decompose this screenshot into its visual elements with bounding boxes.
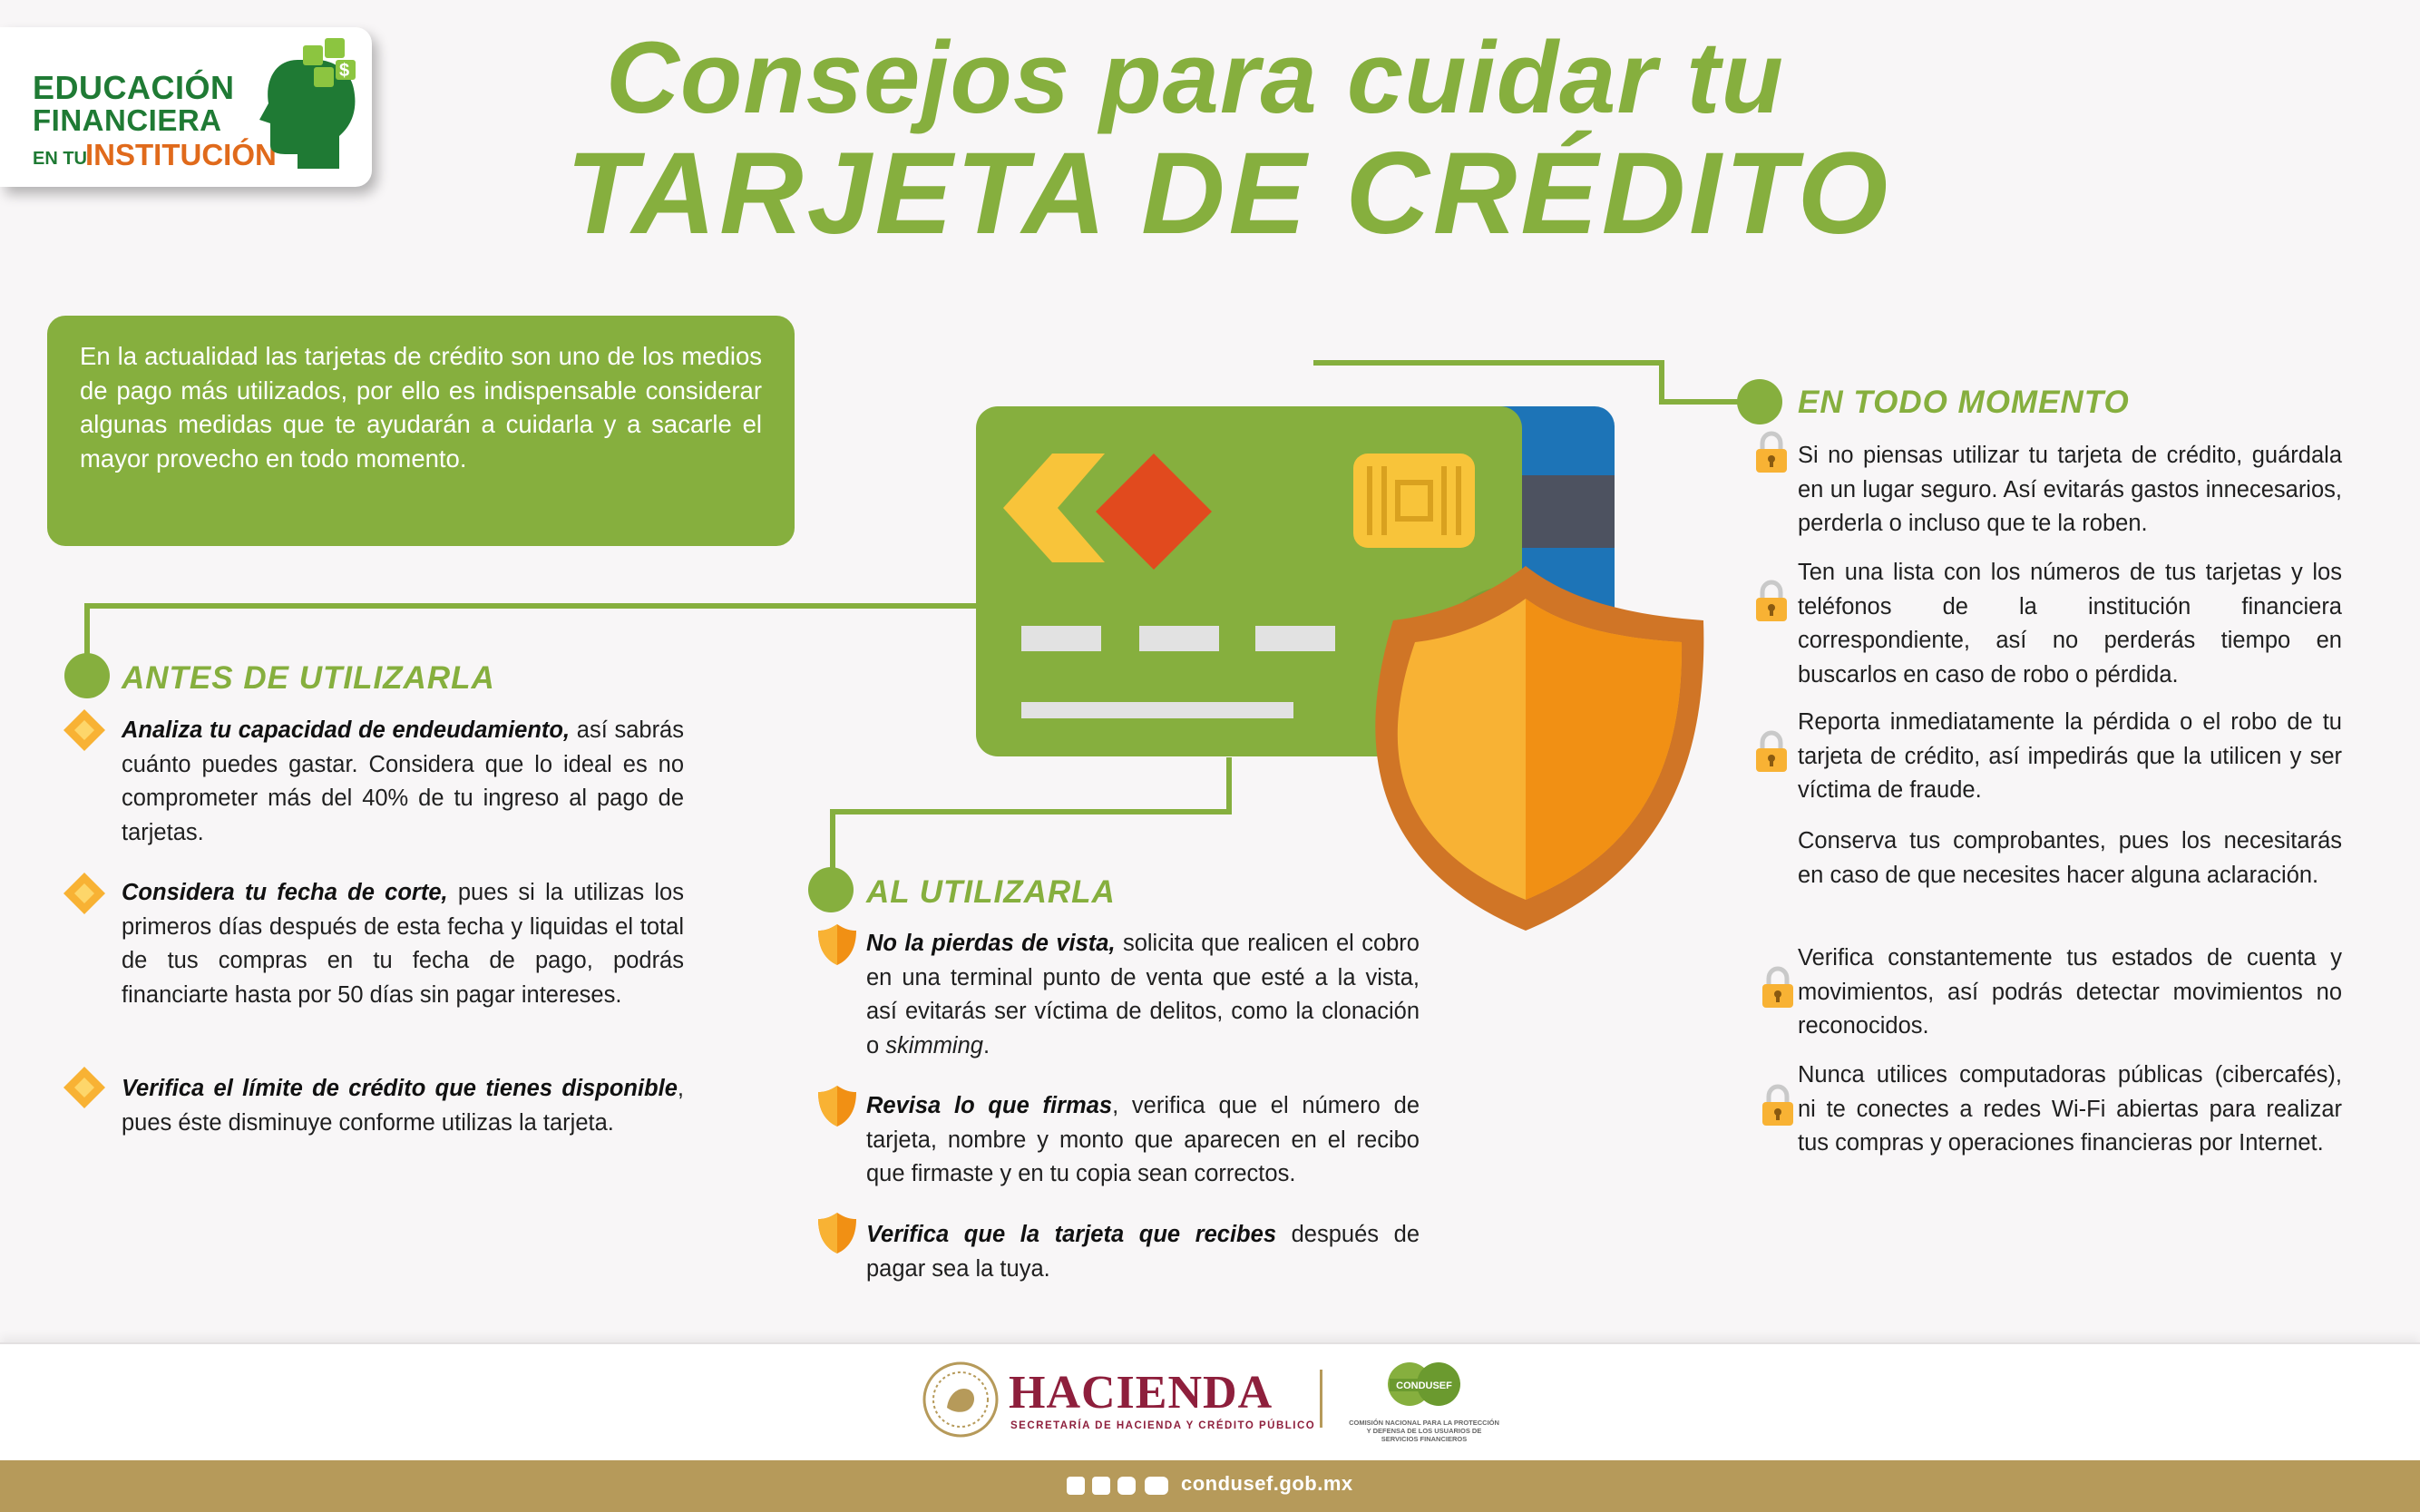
todo-section-dot [1737, 379, 1782, 424]
twitter-icon[interactable] [1092, 1477, 1110, 1495]
footer-divider [1320, 1370, 1322, 1428]
antes-item-2-bold: Considera tu fecha de corte, [122, 880, 448, 905]
antes-section-title: ANTES DE UTILIZARLA [122, 660, 495, 696]
padlock-icon [1749, 579, 1794, 624]
logo-line-3a: EN TU [33, 149, 87, 169]
al-item-3-text: después de pagar sea la tuya. [866, 1222, 1420, 1282]
al-item-1-text: solicita que realicen el cobro en una terminal punto de venta que esté a la vista, así evitarás ser víctima de delitos, como la clonación o [866, 931, 1420, 1058]
card-chip-icon [1353, 454, 1475, 548]
logo-line-2: FINANCIERA [33, 103, 222, 137]
intro-text: En la actualidad las tarjetas de crédito son uno de los medios de pago más utilizados, por ello es indispensable considerar algunas medidas que te ayudarán a cuidarla y a sacarle el mayor provecho en todo momento. [47, 316, 795, 546]
antes-item-2 [122, 876, 684, 1012]
hacienda-logo-text: HACIENDA [1009, 1367, 1273, 1419]
todo-item-6: Nunca utilices computadoras públicas (cibercafés), ni te conectes a redes Wi-Fi abiertas para realizar tus compras y operaciones financieras por Internet. [1798, 1062, 2342, 1156]
antes-item-3-text: , pues éste disminuye conforme utilizas la tarjeta. [122, 1076, 684, 1136]
logo-line-3b: INSTITUCIÓN [85, 138, 277, 171]
shield-bullet-icon [815, 922, 860, 967]
mexico-seal-icon [922, 1361, 1000, 1439]
padlock-icon [1755, 965, 1800, 1010]
todo-item-1: Si no piensas utilizar tu tarjeta de crédito, guárdala en un lugar seguro. Así evitarás gastos innecesarios, perderla o incluso que te la roben. [1798, 443, 2342, 536]
al-item-1 [866, 927, 1420, 1063]
diamond-bullet-icon [62, 707, 107, 753]
svg-text:$: $ [339, 61, 350, 81]
youtube-icon[interactable] [1145, 1477, 1168, 1495]
antes-item-3-bold: Verifica el límite de crédito que tienes disponible [122, 1076, 678, 1101]
page-title-line-2: TARJETA DE CRÉDITO [566, 129, 1892, 259]
todo-section-title: EN TODO MOMENTO [1798, 385, 2130, 420]
padlock-icon [1755, 1083, 1800, 1128]
facebook-icon[interactable] [1067, 1477, 1085, 1495]
condusef-logo-icon [1382, 1361, 1466, 1415]
antes-item-1 [122, 714, 684, 850]
hacienda-subtitle: SECRETARÍA DE HACIENDA Y CRÉDITO PÚBLICO [1010, 1420, 1316, 1431]
todo-item-5: Verifica constantemente tus estados de cuenta y movimientos, así podrás detectar movimientos no reconocidos. [1798, 945, 2342, 1039]
padlock-icon [1749, 729, 1794, 775]
diamond-bullet-icon [62, 1065, 107, 1110]
antes-item-1-bold: Analiza tu capacidad de endeudamiento, [122, 717, 571, 743]
shield-bullet-icon [815, 1083, 860, 1128]
padlock-icon [1749, 430, 1794, 475]
todo-item-4: Conserva tus comprobantes, pues los necesitarás en caso de que necesites hacer alguna aclaración. [1798, 828, 2342, 888]
page-title-line-1: Consejos para cuidar tu [606, 21, 1784, 134]
al-section-dot [808, 867, 854, 912]
al-item-1-bold: No la pierdas de vista, [866, 931, 1116, 956]
shield-icon [1375, 566, 1703, 931]
al-section-title: AL UTILIZARLA [866, 874, 1116, 910]
al-item-2-bold: Revisa lo que firmas [866, 1093, 1113, 1118]
diamond-bullet-icon [62, 871, 107, 916]
shield-bullet-icon [815, 1210, 860, 1255]
al-item-1-tail: . [982, 1032, 990, 1058]
todo-item-3: Reporta inmediatamente la pérdida o el robo de tu tarjeta de crédito, así impedirás que la utilicen y ser víctima de fraude. [1798, 709, 2342, 803]
condusef-subtitle: COMISIÓN NACIONAL PARA LA PROTECCIÓN Y DEFENSA DE LOS USUARIOS DE SERVICIOS FINANCIEROS [1349, 1419, 1499, 1443]
antes-item-3 [122, 1072, 684, 1140]
al-item-3 [866, 1218, 1420, 1286]
credit-card-shield-illustration [976, 403, 1709, 943]
instagram-icon[interactable] [1117, 1477, 1136, 1495]
todo-item-2: Ten una lista con los números de tus tarjetas y los teléfonos de la institución financiera correspondiente, así no perderás tiempo en buscarlos en caso de robo o pérdida. [1798, 560, 2342, 688]
antes-item-2-text: pues si la utilizas los primeros días después de esta fecha y liquidas el total de tus compras en tu fecha de pago, podrás financiarte hasta por 50 días sin pagar intereses. [122, 880, 684, 1008]
website-link[interactable]: condusef.gob.mx [1181, 1472, 1353, 1495]
logo-line-1: EDUCACIÓN [33, 69, 235, 106]
al-item-2 [866, 1089, 1420, 1192]
al-item-1-italic: skimming [885, 1032, 983, 1058]
al-item-2-text: , verifica que el número de tarjeta, nombre y monto que aparecen en el recibo que firmaste y en tu copia sean correctos. [866, 1093, 1420, 1186]
antes-section-dot [64, 653, 110, 698]
antes-item-1-text: así sabrás cuánto puedes gastar. Considera que lo ideal es no comprometer más del 40% de tu ingreso al pago de tarjetas. [122, 717, 684, 845]
condusef-logo-text: CONDUSEF [1396, 1380, 1452, 1391]
al-item-3-bold: Verifica que la tarjeta que recibes [866, 1222, 1277, 1247]
